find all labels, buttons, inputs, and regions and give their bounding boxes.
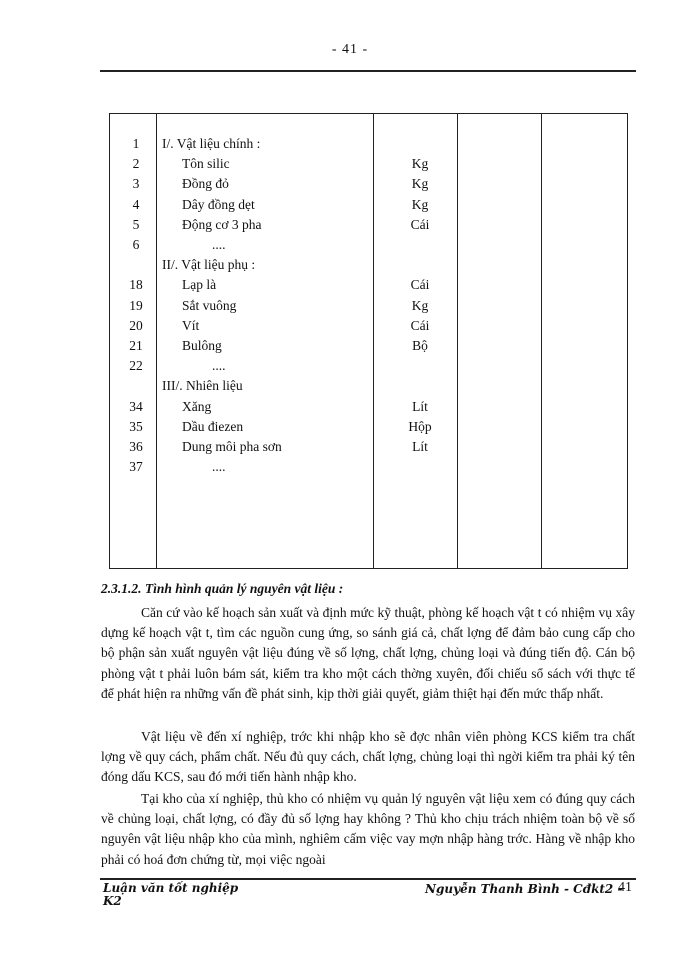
category-heading: II/. Vật liệu phụ : — [162, 257, 256, 273]
material-name: Xăng — [182, 398, 212, 414]
material-name: Vít — [182, 317, 200, 333]
paragraph: Vật liệu về đến xí nghiệp, trớc khi nhập kho sẽ đợc nhân viên phòng KCS kiểm tra chất lợng về quy cách, phẩm chất. Nếu đủ quy cách, chất lợng, chủng loại thì ngời kiểm tra phải ký tên đóng dấu KCS, sau đó mới tiến hành nhập kho. — [101, 729, 635, 785]
section-title: 2.3.1.2. Tình hình quản lý nguyên vật liệu : — [101, 581, 344, 596]
category-heading: III/. Nhiên liệu — [162, 378, 243, 394]
unit-of-measure: Kg — [411, 297, 429, 313]
footer-author: Nguyễn Thanh Bình - Cđkt2 - — [425, 882, 623, 896]
unit-of-measure: Cái — [410, 216, 430, 232]
category-heading: I/. Vật liệu chính : — [162, 136, 261, 151]
footer-thesis-line: Luận văn tốt nghiệp — [103, 881, 239, 895]
row-number: 19 — [129, 297, 143, 313]
material-name: Sắt vuông — [182, 297, 237, 313]
row-number: 2 — [132, 156, 140, 172]
row-number: 36 — [129, 439, 143, 454]
table-row — [110, 215, 627, 235]
table-row — [110, 154, 627, 174]
material-name: Động cơ 3 pha — [182, 216, 262, 232]
table-row — [110, 376, 627, 396]
table-row — [110, 174, 627, 194]
row-number: 21 — [129, 338, 143, 353]
table-row — [110, 235, 627, 255]
row-number: 3 — [132, 176, 140, 192]
material-name: Đồng đỏ — [182, 176, 229, 192]
table-row — [110, 275, 627, 295]
material-name: Dây đồng dẹt — [182, 196, 255, 212]
table-row — [110, 316, 627, 336]
row-number: 22 — [129, 358, 143, 374]
material-name: Lạp là — [182, 277, 217, 293]
material-name: Bulông — [182, 338, 222, 353]
table-row — [110, 417, 627, 437]
unit-of-measure: Kg — [411, 196, 429, 212]
row-number: 34 — [129, 398, 143, 414]
footer-class-line: K2 — [103, 894, 122, 908]
material-name: Tôn silic — [182, 156, 230, 172]
unit-of-measure: Kg — [411, 176, 429, 192]
material-name: Dung môi pha sơn — [182, 439, 282, 454]
table-row — [110, 397, 627, 417]
unit-of-measure: Hộp — [408, 418, 432, 434]
row-number: 18 — [129, 277, 143, 293]
unit-of-measure: Lít — [412, 398, 428, 414]
footer-thesis-label — [103, 882, 238, 908]
row-number: 35 — [129, 418, 143, 434]
material-name: .... — [212, 358, 226, 374]
unit-of-measure: Cái — [410, 317, 430, 333]
material-name: .... — [212, 237, 226, 252]
unit-of-measure: Cái — [410, 277, 430, 293]
materials-table — [109, 113, 628, 569]
table-row — [110, 356, 627, 376]
row-number: 5 — [132, 216, 140, 232]
page-header-number: - 41 - — [331, 42, 369, 57]
table-row — [110, 457, 627, 477]
table-row — [110, 437, 627, 457]
paragraph: Căn cứ vào kế hoạch sản xuất và định mức kỹ thuật, phòng kế hoạch vật t có nhiệm vụ xây dựng kế hoạch vật t, tìm các nguồn cung ứng, so sánh giá cả, chất lợng để đảm bảo cung cấp cho bộ phận sản xuất nguyên vật liệu đúng về số lợng, chất lợng, chủng loại và đúng tiến độ. Cán bộ phòng vật t phải luôn bám sát, kiểm tra kho một cách thờng xuyên, đối chiếu sổ sách với thực tế để phát hiện ra những vấn đề phát sinh, kịp thời giải quyết, giảm thiệt hại đến mức thấp nhất. — [101, 605, 635, 701]
row-number: 1 — [132, 136, 140, 151]
table-row — [110, 255, 627, 275]
row-number: 4 — [132, 196, 140, 212]
unit-of-measure: Lít — [412, 439, 428, 454]
table-row — [110, 296, 627, 316]
paragraph: Tại kho của xí nghiệp, thủ kho có nhiệm vụ quản lý nguyên vật liệu xem có đúng quy cách về chủng loại, chất lợng, có đầy đủ số lợng hay không ? Thủ kho chịu trách nhiệm toàn bộ về số nguyên vật liệu nhập kho của mình, nghiêm cấm việc vay mợn nhập hàng trớc. Hàng về nhập kho phải có hoá đơn chứng từ, mọi việc ngoài — [101, 791, 635, 867]
material-name: .... — [212, 459, 226, 475]
row-number: 6 — [132, 237, 140, 252]
header-rule — [100, 70, 636, 72]
table-row — [110, 336, 627, 356]
table-row — [110, 195, 627, 215]
table-row — [110, 134, 627, 154]
footer-rule — [100, 878, 636, 880]
unit-of-measure: Bộ — [412, 338, 428, 353]
material-name: Dầu điezen — [182, 418, 244, 434]
footer-page-number: 41 — [618, 880, 632, 895]
row-number: 20 — [129, 317, 143, 333]
unit-of-measure: Kg — [411, 156, 429, 172]
row-number: 37 — [129, 459, 143, 475]
